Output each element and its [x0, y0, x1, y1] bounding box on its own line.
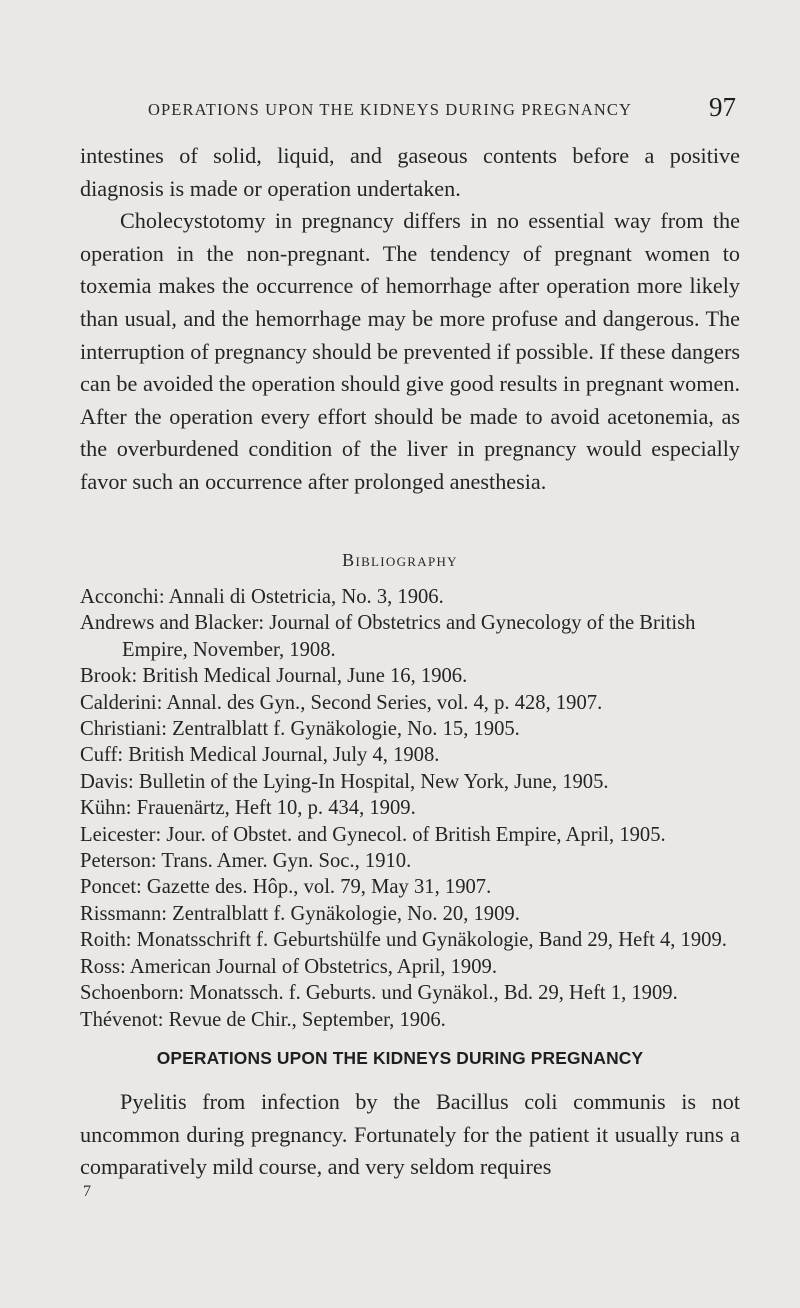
- bibliography-entry: Calderini: Annal. des Gyn., Second Series, vol. 4, p. 428, 1907.: [80, 691, 603, 714]
- bibliography-entry: Kühn: Frauenärtz, Heft 10, p. 434, 1909.: [80, 797, 416, 820]
- bibliography-entry: Roith: Monatsschrift f. Geburtshülfe und Gynäkologie, Band 29, Heft 4, 1909.: [80, 929, 727, 952]
- bibliography-entry: Brook: British Medical Journal, June 16, 1906.: [80, 665, 468, 688]
- bibliography-entry: Thévenot: Revue de Chir., September, 1906.: [80, 1008, 446, 1031]
- paragraph: intestines of solid, liquid, and gaseous contents before a positive diagnosis is made or operation undertaken.: [80, 143, 740, 201]
- signature-mark: 7: [83, 1183, 91, 1200]
- bibliography-entry: Poncet: Gazette des. Hôp., vol. 79, May 31, 1907.: [80, 876, 492, 899]
- bibliography-entry: Ross: American Journal of Obstetrics, April, 1909.: [80, 955, 497, 978]
- bibliography-entry: Rissmann: Zentralblatt f. Gynäkologie, No. 20, 1909.: [80, 902, 520, 925]
- section-heading: OPERATIONS UPON THE KIDNEYS DURING PREGNANCY: [156, 1048, 644, 1068]
- bibliography-entry: Schoenborn: Monatssch. f. Geburts. und Gynäkol., Bd. 29, Heft 1, 1909.: [80, 982, 678, 1005]
- bibliography-entry: Leicester: Jour. of Obstet. and Gynecol. of British Empire, April, 1905.: [80, 823, 666, 846]
- bibliography-heading: Bibliography: [342, 550, 458, 570]
- bibliography-entry: Christiani: Zentralblatt f. Gynäkologie, No. 15, 1905.: [80, 718, 520, 741]
- page-number: 97: [709, 92, 736, 122]
- running-header: [148, 92, 736, 126]
- bibliography-entry: Cuff: British Medical Journal, July 4, 1908.: [80, 744, 440, 767]
- bibliography-list: [80, 584, 750, 1033]
- section-text: [80, 1086, 740, 1184]
- paragraph: Pyelitis from infection by the Bacillus coli communis is not uncommon during pregnancy. Fortunately for the patient it usually runs a comparatively mild course, and very seldom requires: [80, 1089, 740, 1180]
- running-title: OPERATIONS UPON THE KIDNEYS DURING PREGNANCY: [148, 100, 632, 119]
- paragraph: Cholecystotomy in pregnancy differs in no essential way from the operation in the non-pregnant. The tendency of pregnant women to toxemia makes the occurrence of hemorrhage after operation more likely than usual, and the hemorrhage may be more profuse and dangerous. The interruption of pregnancy should be prevented if possible. If these dangers can be avoided the operation should give good results in pregnant women. After the operation every effort should be made to avoid acetonemia, as the overburdened condition of the liver in pregnancy would especially favor such an occurrence after prolonged anesthesia.: [80, 208, 740, 494]
- bibliography-entry: Peterson: Trans. Amer. Gyn. Soc., 1910.: [80, 850, 412, 873]
- bibliography-entry: Andrews and Blacker: Journal of Obstetrics and Gynecology of the British Empire, November, 1908.: [80, 612, 696, 661]
- bibliography-entry: Acconchi: Annali di Ostetricia, No. 3, 1906.: [80, 586, 444, 608]
- opening-text: [80, 140, 740, 499]
- bibliography-entry: Davis: Bulletin of the Lying-In Hospital, New York, June, 1905.: [80, 770, 609, 793]
